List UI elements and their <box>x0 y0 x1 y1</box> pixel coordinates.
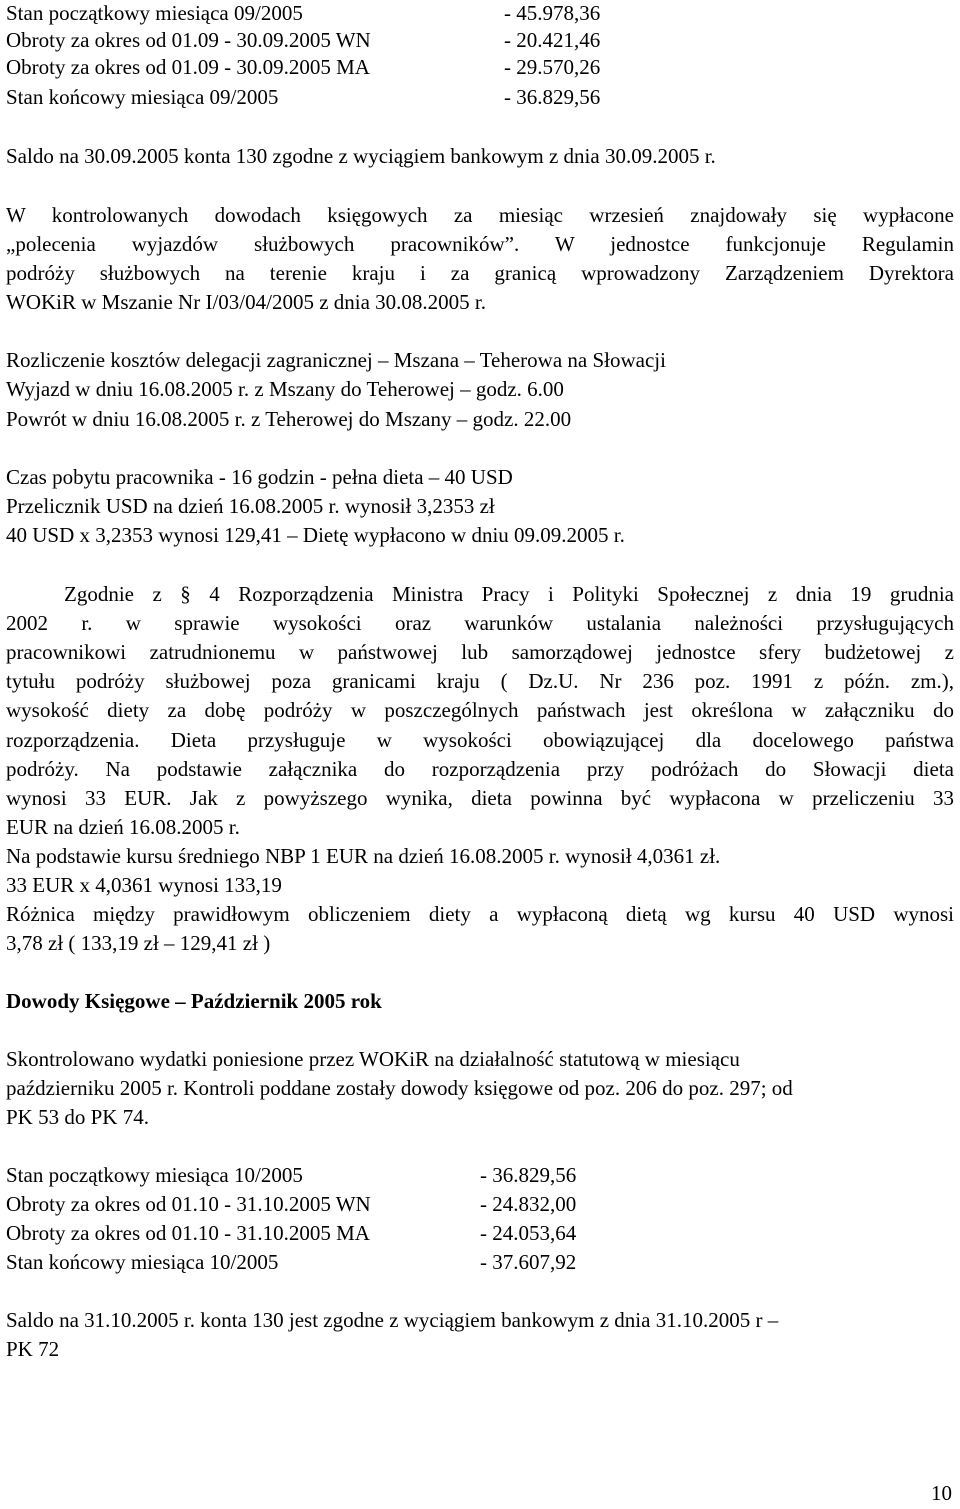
delegation-line: Powrót w dniu 16.08.2005 r. z Teherowej do Mszany – godz. 22.00 <box>6 407 572 431</box>
regulation-line: EUR na dzień 16.08.2005 r. <box>6 815 240 839</box>
delegation-line: Wyjazd w dniu 16.08.2005 r. z Mszany do Teherowej – godz. 6.00 <box>6 377 564 401</box>
oct-row-value: - 24.832,00 <box>480 1192 577 1216</box>
oct-row-value: - 36.829,56 <box>480 1163 577 1187</box>
regulation-line: pracownikowi zatrudnionemu w państwowej lub samorządowej jednostce sfery budżetowej z <box>6 640 954 664</box>
oct-row-value: - 37.607,92 <box>480 1250 577 1274</box>
regulation-line: 2002 r. w sprawie wysokości oraz warunków ustalania należności przysługujących <box>6 611 954 635</box>
sept-saldo: Saldo na 30.09.2005 konta 130 zgodne z wyciągiem bankowym z dnia 30.09.2005 r. <box>6 144 716 168</box>
oct-saldo: Saldo na 31.10.2005 r. konta 130 jest zgodne z wyciągiem bankowym z dnia 31.10.2005 r – <box>6 1308 779 1332</box>
sept-row-label: Obroty za okres od 01.09 - 30.09.2005 WN <box>6 28 371 52</box>
oct-row-label: Stan końcowy miesiąca 10/2005 <box>6 1250 279 1274</box>
regulation-line: wynosi 33 EUR. Jak z powyższego wynika, dieta powinna być wypłacona w przeliczeniu 33 <box>6 786 954 810</box>
sept-row-value: - 36.829,56 <box>504 85 601 109</box>
regulation-line: Różnica między prawidłowym obliczeniem diety a wypłaconą dietą wg kursu 40 USD wynosi <box>6 902 954 926</box>
oct-row-value: - 24.053,64 <box>480 1221 577 1245</box>
regulation-line: Zgodnie z § 4 Rozporządzenia Ministra Pracy i Polityki Społecznej z dnia 19 grudnia <box>64 582 954 606</box>
regulation-line: podróży. Na podstawie załącznika do rozporządzenia przy podróżach do Słowacji dieta <box>6 757 954 781</box>
stay-line: Czas pobytu pracownika - 16 godzin - pełna dieta – 40 USD <box>6 465 513 489</box>
sept-row-label: Obroty za okres od 01.09 - 30.09.2005 MA <box>6 55 370 79</box>
delegation-line: Rozliczenie kosztów delegacji zagranicznej – Mszana – Teherowa na Słowacji <box>6 348 666 372</box>
control-line: Skontrolowano wydatki poniesione przez WOKiR na działalność statutową w miesiącu <box>6 1047 740 1071</box>
oct-row-label: Obroty za okres od 01.10 - 31.10.2005 WN <box>6 1192 371 1216</box>
regulation-line: rozporządzenia. Dieta przysługuje w wysokości obowiązującej dla docelowego państwa <box>6 728 954 752</box>
sept-row-label: Stan końcowy miesiąca 09/2005 <box>6 85 279 109</box>
page-number: 10 <box>931 1481 952 1505</box>
regulation-line: wysokość diety za dobę podróży w poszczególnych państwach jest określona w załączniku do <box>6 698 954 722</box>
sept-row-value: - 29.570,26 <box>504 55 601 79</box>
oct-row-label: Obroty za okres od 01.10 - 31.10.2005 MA <box>6 1221 370 1245</box>
sept-row-value: - 20.421,46 <box>504 28 601 52</box>
para1-line: „polecenia wyjazdów służbowych pracowników”. W jednostce funkcjonuje Regulamin <box>6 232 954 256</box>
stay-line: 40 USD x 3,2353 wynosi 129,41 – Dietę wypłacono w dniu 09.09.2005 r. <box>6 523 625 547</box>
oct-saldo: PK 72 <box>6 1337 60 1361</box>
regulation-line: tytułu podróży służbowej poza granicami kraju ( Dz.U. Nr 236 poz. 1991 z późn. zm.), <box>6 669 954 693</box>
regulation-line: 3,78 zł ( 133,19 zł – 129,41 zł ) <box>6 931 271 955</box>
section-heading: Dowody Księgowe – Październik 2005 rok <box>6 989 382 1013</box>
regulation-line: Na podstawie kursu średniego NBP 1 EUR na dzień 16.08.2005 r. wynosił 4,0361 zł. <box>6 844 721 868</box>
para1-line: W kontrolowanych dowodach księgowych za miesiąc wrzesień znajdowały się wypłacone <box>6 203 954 227</box>
control-line: październiku 2005 r. Kontroli poddane zostały dowody księgowe od poz. 206 do poz. 297; od <box>6 1076 793 1100</box>
sept-row-value: - 45.978,36 <box>504 1 601 25</box>
control-line: PK 53 do PK 74. <box>6 1105 149 1129</box>
oct-row-label: Stan początkowy miesiąca 10/2005 <box>6 1163 303 1187</box>
para1-line: WOKiR w Mszanie Nr I/03/04/2005 z dnia 30.08.2005 r. <box>6 290 487 314</box>
sept-row-label: Stan początkowy miesiąca 09/2005 <box>6 1 303 25</box>
regulation-line: 33 EUR x 4,0361 wynosi 133,19 <box>6 873 282 897</box>
stay-line: Przelicznik USD na dzień 16.08.2005 r. wynosił 3,2353 zł <box>6 494 495 518</box>
para1-line: podróży służbowych na terenie kraju i za granicą wprowadzony Zarządzeniem Dyrektora <box>6 261 954 285</box>
